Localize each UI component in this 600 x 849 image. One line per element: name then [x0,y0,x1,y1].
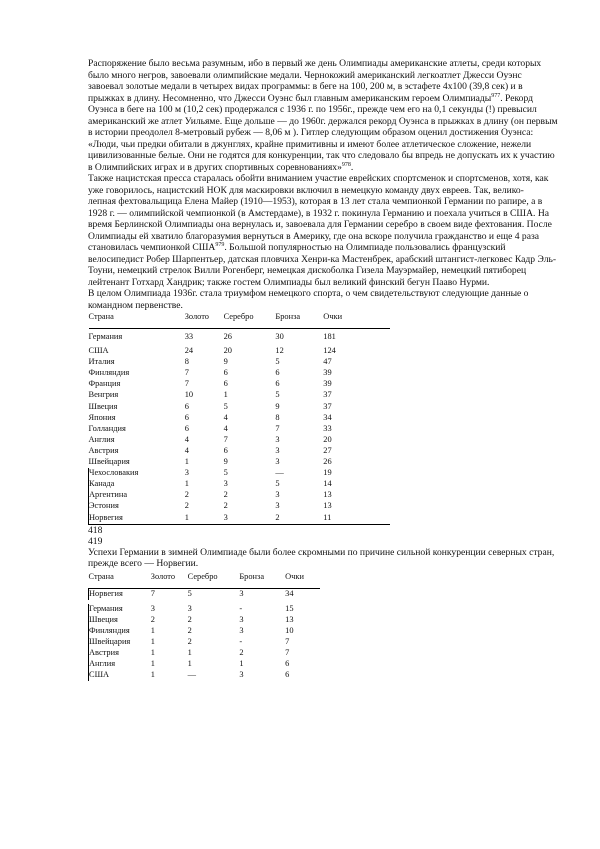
cell-value: 3 [275,457,280,467]
cell-value: 7 [184,368,189,378]
cell-value: 2 [187,614,192,624]
cell-value: 13 [323,501,332,511]
header-gold: Золото [185,312,224,329]
cell-value: 13 [323,490,332,500]
table-row [89,501,391,512]
table-row [89,457,391,468]
cell-value: 6 [275,368,280,378]
cell-value: 6 [275,379,280,389]
cell-value: 6 [223,368,228,378]
cell-value: 34 [323,412,332,422]
cell-country: Финляндия [88,368,130,378]
cell-value: 5 [187,588,192,598]
table-row [89,379,391,390]
cell-value: 34 [285,588,294,598]
cell-value: 5 [223,468,228,478]
cell-value: 7 [285,648,290,658]
cell-value: 6 [285,670,290,680]
cell-value: 4 [184,445,189,455]
cell-country: Германия [89,604,151,615]
cell-value: 2 [275,513,323,525]
cell-value: 6 [184,423,189,433]
cell-country: Голландия [88,423,126,433]
cell-value: 3 [275,490,280,500]
cell-value: 2 [187,625,192,635]
footnote-ref-977: 977 [491,92,501,99]
cell-value: 6 [285,659,290,669]
table-row [89,424,391,435]
table-row [89,604,321,615]
cell-value: 3 [239,625,244,635]
header-points: Очки [285,572,320,589]
cell-value: 39 [323,379,332,389]
cell-value: 2 [223,501,228,511]
cell-value: 24 [184,346,194,356]
cell-value: - [239,636,243,646]
table-row [89,468,391,479]
cell-value: 6 [223,445,228,455]
cell-value: 4 [184,434,189,444]
cell-value: 7 [184,379,189,389]
cell-value: 26 [223,332,232,341]
cell-value: 2 [239,648,244,658]
cell-value: 8 [275,412,280,422]
cell-country: Швейцария [88,457,130,467]
cell-value: 181 [323,332,336,341]
cell-country: Германия [88,332,123,341]
header-bronze: Бронза [239,572,285,589]
cell-value: 1 [150,670,155,680]
cell-value: 5 [223,401,228,411]
cell-value: 6 [184,401,189,411]
cell-value: 1 [150,625,155,635]
winter-medal-table-body [89,588,321,681]
cell-value: 26 [323,457,332,467]
table-header-row [89,572,321,589]
cell-value: 124 [323,346,336,356]
page-number-418: 418 [88,524,103,536]
cell-country: Норвегия [89,588,151,600]
summer-medal-table-body [89,332,391,524]
cell-country: Австрия [88,445,119,455]
cell-value: 2 [150,614,155,624]
table-row [89,490,391,501]
table-row [89,670,321,681]
cell-value: 3 [187,603,192,613]
cell-value: 12 [275,346,284,356]
cell-value: 1 [184,457,189,467]
cell-country: Швеция [88,401,118,411]
cell-value: — [187,670,196,680]
cell-value: 10 [184,390,194,400]
cell-country: США [88,346,109,356]
cell-value: 4 [223,423,228,433]
header-country: Страна [89,312,185,329]
cell-country: Эстония [89,501,185,512]
summer-medal-table [88,312,390,525]
cell-country: Норвегия [89,513,185,525]
cell-value: — [275,468,284,478]
cell-value: 3 [275,434,280,444]
header-silver: Серебро [188,572,240,589]
cell-value: 37 [323,401,332,411]
cell-value: 19 [323,468,332,478]
cell-value: 20 [223,346,232,356]
table-row [89,637,321,648]
table-row [89,513,391,525]
table-header-row [89,312,391,329]
cell-value: 9 [275,401,280,411]
paragraph-owens [88,58,558,173]
cell-value: 1 [150,636,155,646]
cell-value: 2 [223,490,228,500]
cell-value: 5 [275,357,280,367]
header-gold: Золото [151,572,188,589]
text-run: . [350,161,354,173]
cell-value: 6 [223,379,228,389]
paragraph-helene-mayer [88,196,558,288]
cell-country: США [89,670,151,681]
table-row [89,446,391,457]
header-bronze: Бронза [275,312,323,329]
cell-value: 33 [184,332,194,341]
cell-value: 7 [223,434,228,444]
cell-value: 1 [187,648,192,658]
cell-value: 20 [323,434,332,444]
footnote-ref-979: 979 [215,241,225,248]
paragraph-team-results: В целом Олимпиада 1936г. стала триумфом немецкого спорта, о чем свидетельствуют следующие данные о командном первенстве. [88,288,529,311]
cell-value: - [239,603,243,613]
cell-value: 3 [239,588,244,598]
cell-value: 7 [150,588,155,598]
cell-value: 11 [323,513,390,525]
cell-value: 9 [223,457,228,467]
cell-value: 9 [223,357,228,367]
cell-value: 3 [184,468,189,478]
cell-value: 14 [323,479,332,489]
cell-country: Швейцария [89,637,151,648]
cell-value: 1 [185,513,224,525]
cell-value: 3 [224,513,276,525]
cell-value: 5 [275,390,280,400]
table-row [89,357,391,368]
cell-value: 8 [184,357,189,367]
footnote-ref-978: 978 [341,161,351,168]
cell-value: 33 [323,423,332,433]
table-row [89,479,391,490]
document-page [88,58,558,681]
cell-country: Венгрия [88,390,119,400]
cell-country: Англия [89,659,151,670]
text-run: . Рекорд Оуэнса в беге на 100 м (10,2 сек) продержался с 1936 г. по 1956г., прежде чем его на 0,1 секунды (!) превысил американский же атлет Уильяме. Еще дольше — до 1960г. держался рекорд Оуэнса в прыжках в длину (он первым в истории преодолел 8-метровый рубеж — 8,06 м ). Гитлер следующим образом оценил достижения Оуэнса: «Люди, чьи предки обитали в джунглях, крайне примитивны и имеют более атлетическое сложение, нежели цивилизованные белые. Они не годятся для конкуренции, так что следовало бы впредь не допускать их к участию в Олимпийских играх и в других спортивных соревнованиях» [88,92,558,173]
cell-value: 7 [285,636,290,646]
paragraph-jewish-athletes: Также нацистская пресса старалась обойти вниманием участие еврейских спортсменок и спортсменов, хотя, как уже говорилось, нацистский НОК для маскировки включил в немецкую команду двух евреев. Так, велико- [88,173,549,196]
table-row [89,368,391,379]
cell-value: 3 [239,614,244,624]
cell-country: Англия [88,434,115,444]
cell-value: 15 [285,603,294,613]
cell-value: 2 [184,490,189,500]
text-run: Распоряжение было весьма разумным, ибо в первый же день Олимпиады американские атлеты, среди которых было много негров, завоевали олимпийские медали. Чернокожий американский легкоатлет Джесси Оуэнс завоевал золотые медали в четырех видах программы: в беге на 100, 200 м, в эстафете 4х100 (39,8 сек) и в прыжках в длину. Несомненно, что Джесси Оуэнс был главным американским героем Олимпиады [88,58,542,104]
cell-value: 3 [239,670,244,680]
cell-country: Чехословакия [89,468,185,479]
cell-country: Франция [88,379,121,389]
cell-country: Финляндия [89,626,151,637]
cell-value: 47 [323,357,332,367]
cell-value: 1 [150,659,155,669]
cell-value: 3 [150,603,155,613]
cell-value: 1 [184,479,189,489]
cell-value: 5 [275,479,280,489]
cell-value: 1 [187,659,192,669]
cell-value: 1 [223,390,228,400]
cell-value: 3 [275,445,280,455]
cell-country: Австрия [89,648,151,659]
text-run: лепная фехтовальщица Елена Майер (1910—1953), которая в 13 лет стала чемпионкой Германии по рапире, а в 1928 г. — олимпийской чемпионкой (в Амстердаме), в 1932 г. покинула Германию и поехала учиться в США. На время Берлинской Олимпиады она вернулась и, завоевала для Германии серебро в своем виде фехтования. После Олимпиады ей хватило благоразумия вернуться в Америку, где она вскоре получила гражданство и еще 4 раза становилась чемпионкой США [88,196,552,253]
cell-value: 6 [184,412,189,422]
table-row [89,332,391,343]
cell-value: 3 [223,479,228,489]
cell-value: 30 [275,332,284,341]
header-points: Очки [323,312,390,329]
cell-value: 1 [150,648,155,658]
cell-value: 2 [184,501,189,511]
table-row [89,435,391,446]
header-silver: Серебро [224,312,276,329]
cell-value: 39 [323,368,332,378]
header-country: Страна [89,572,151,589]
cell-country: Аргентина [89,490,185,501]
page-number-419: 419 [88,535,103,547]
cell-value: 13 [285,614,294,624]
table-row [89,346,391,357]
table-row [89,648,321,659]
winter-medal-table [88,572,320,682]
cell-value: 10 [285,625,294,635]
table-row [89,402,391,413]
cell-value: 4 [223,412,228,422]
table-row [89,659,321,670]
table-row [89,413,391,424]
cell-country: Япония [88,412,116,422]
table-row [89,626,321,637]
cell-country: Канада [89,479,185,490]
cell-country: Швеция [89,615,151,626]
cell-country: Италия [88,357,115,367]
table-row [89,588,321,600]
cell-value: 27 [323,445,332,455]
cell-value: 7 [275,423,280,433]
cell-value: 2 [187,636,192,646]
cell-value: 1 [239,659,244,669]
cell-value: 3 [275,501,280,511]
cell-value: 37 [323,390,332,400]
text-run: . Большой популярностью на Олимпиаде пользовались французский велосипедист Робер Шарпентьер, датская пловчиха Хенри-ка Мастенбрек, арабский штангист-легковес Кадр Эль-Тоуни, немецкий стрелок Вилли Рогенберг, немецкая дискоболка Гизела Мауэрмайер, немецкий пятиборец лейтенант Готхард Хандрик; также гостем Олимпиады был великий финский бегун Пааво Нурми. [88,242,557,288]
paragraph-winter-olympics: Успехи Германии в зимней Олимпиаде были более скромными по причине сильной конкуренции северных стран, прежде всего — Норвегии. [88,546,555,570]
table-row [89,615,321,626]
table-row [89,390,391,401]
